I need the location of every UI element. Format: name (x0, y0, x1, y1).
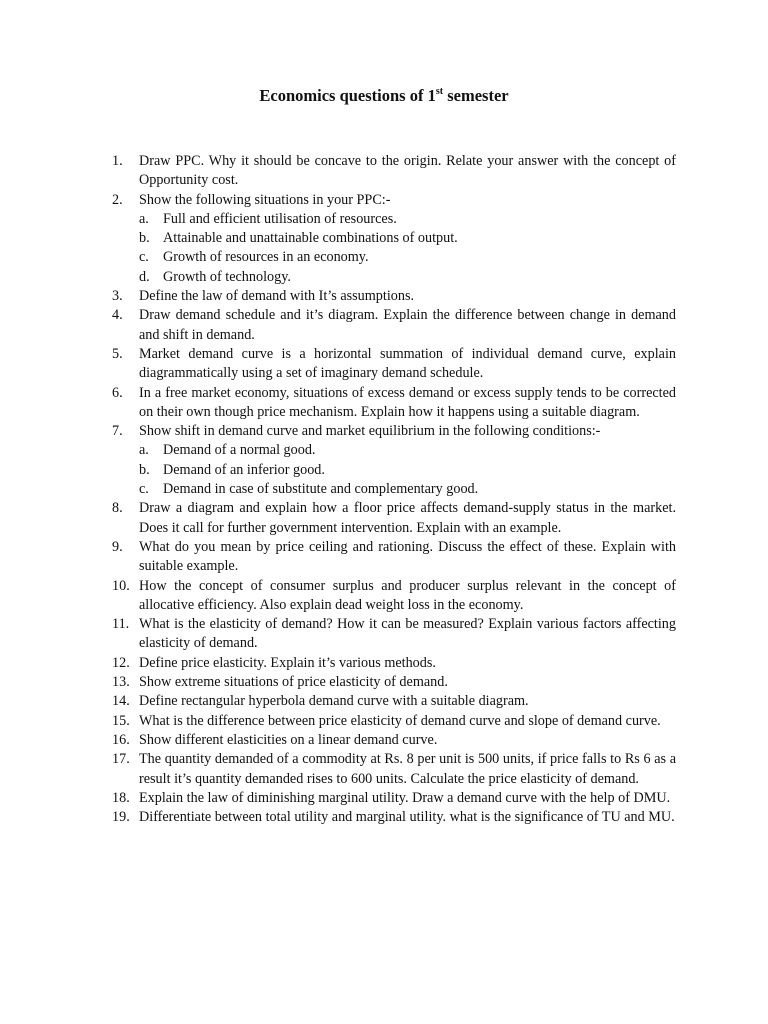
question-text: Define the law of demand with It’s assumptions. (139, 288, 415, 305)
sub-question-item (139, 248, 676, 267)
question-item (112, 673, 676, 692)
title-main: Economics questions of 1 (259, 86, 436, 105)
question-number: 15. (112, 712, 130, 729)
question-list (112, 152, 676, 827)
sub-question-item (139, 229, 676, 248)
question-text: Market demand curve is a horizontal summation of individual demand curve, explain diagrammatically using a set of imaginary demand schedule. (139, 345, 676, 382)
question-text: Show extreme situations of price elasticity of demand. (139, 674, 448, 691)
question-item (112, 538, 676, 577)
question-item (112, 306, 676, 345)
question-text: What is the elasticity of demand? How it can be measured? Explain various factors affecting elasticity of demand. (139, 616, 676, 652)
sub-question-item (139, 461, 676, 480)
question-item (112, 615, 676, 654)
question-item (112, 692, 676, 711)
question-number: 5. (112, 345, 123, 362)
question-number: 11. (112, 616, 130, 633)
sub-question-letter: b. (139, 461, 150, 478)
sub-question-text: Growth of technology. (163, 268, 291, 285)
question-number: 18. (112, 789, 130, 806)
sub-question-list (139, 210, 676, 287)
sub-question-text: Growth of resources in an economy. (163, 249, 369, 266)
question-number: 6. (112, 384, 123, 401)
question-item (112, 499, 676, 538)
question-text: In a free market economy, situations of excess demand or excess supply tends to be corrected on their own though price mechanism. Explain how it happens using a suitable diagram. (139, 384, 676, 420)
sub-question-letter: d. (139, 268, 150, 285)
question-item (112, 750, 676, 789)
question-number: 2. (112, 191, 123, 208)
sub-question-item (139, 210, 676, 229)
question-text: Draw PPC. Why it should be concave to the origin. Relate your answer with the concept of Opportunity cost. (139, 153, 676, 189)
question-item (112, 712, 676, 731)
question-text: Show different elasticities on a linear demand curve. (139, 731, 438, 748)
question-text: Show shift in demand curve and market equilibrium in the following conditions:- (139, 423, 601, 440)
question-number: 12. (112, 654, 130, 671)
question-item (112, 191, 676, 287)
question-item (112, 577, 676, 616)
question-number: 10. (112, 577, 130, 594)
question-item (112, 789, 676, 808)
question-item (112, 384, 676, 423)
question-number: 13. (112, 674, 130, 691)
question-text: What is the difference between price elasticity of demand curve and slope of demand curve. (139, 712, 661, 729)
sub-question-letter: c. (139, 249, 149, 266)
sub-question-item (139, 268, 676, 287)
sub-question-letter: c. (139, 481, 149, 498)
question-item (112, 345, 676, 384)
page-title (0, 86, 768, 106)
question-item (112, 654, 676, 673)
sub-question-text: Demand of a normal good. (163, 442, 316, 459)
question-text: What do you mean by price ceiling and rationing. Discuss the effect of these. Explain with suitable example. (139, 538, 676, 575)
title-tail: semester (443, 86, 509, 105)
question-text: How the concept of consumer surplus and producer surplus relevant in the concept of allocative efficiency. Also explain dead weight loss in the economy. (139, 577, 676, 613)
sub-question-text: Demand of an inferior good. (163, 461, 325, 478)
question-item (112, 287, 676, 306)
question-number: 17. (112, 751, 130, 768)
question-number: 16. (112, 731, 130, 748)
sub-question-item (139, 441, 676, 460)
sub-question-letter: b. (139, 230, 150, 247)
question-text: The quantity demanded of a commodity at Rs. 8 per unit is 500 units, if price falls to Rs 6 as a result it’s quantity demanded rises to 600 units. Calculate the price elasticity of demand. (139, 751, 676, 787)
sub-question-text: Full and efficient utilisation of resources. (163, 210, 397, 227)
question-item (112, 422, 676, 499)
question-number: 19. (112, 809, 130, 826)
question-text: Draw a diagram and explain how a floor price affects demand-supply status in the market. Does it call for further government intervention. Explain with an example. (139, 500, 676, 536)
question-text: Explain the law of diminishing marginal utility. Draw a demand curve with the help of DMU. (139, 789, 671, 806)
question-number: 14. (112, 693, 130, 710)
sub-question-text: Attainable and unattainable combinations of output. (163, 230, 458, 247)
sub-question-text: Demand in case of substitute and complementary good. (163, 481, 479, 498)
question-number: 4. (112, 307, 123, 324)
question-number: 8. (112, 500, 123, 517)
question-number: 1. (112, 153, 123, 169)
question-item (112, 808, 676, 827)
question-text: Define rectangular hyperbola demand curve with a suitable diagram. (139, 693, 529, 710)
question-text: Differentiate between total utility and marginal utility. what is the significance of TU and MU. (139, 809, 675, 826)
question-text: Define price elasticity. Explain it’s various methods. (139, 654, 436, 671)
sub-question-letter: a. (139, 210, 149, 227)
question-text: Draw demand schedule and it’s diagram. Explain the difference between change in demand and shift in demand. (139, 307, 676, 343)
sub-question-list (139, 441, 676, 499)
question-item (112, 731, 676, 750)
question-number: 7. (112, 423, 123, 440)
sub-question-letter: a. (139, 442, 149, 459)
question-text: Show the following situations in your PPC:- (139, 191, 391, 208)
question-number: 9. (112, 538, 123, 555)
question-item (112, 152, 676, 191)
question-number: 3. (112, 288, 123, 305)
sub-question-item (139, 480, 676, 499)
title-superscript: st (435, 86, 444, 97)
